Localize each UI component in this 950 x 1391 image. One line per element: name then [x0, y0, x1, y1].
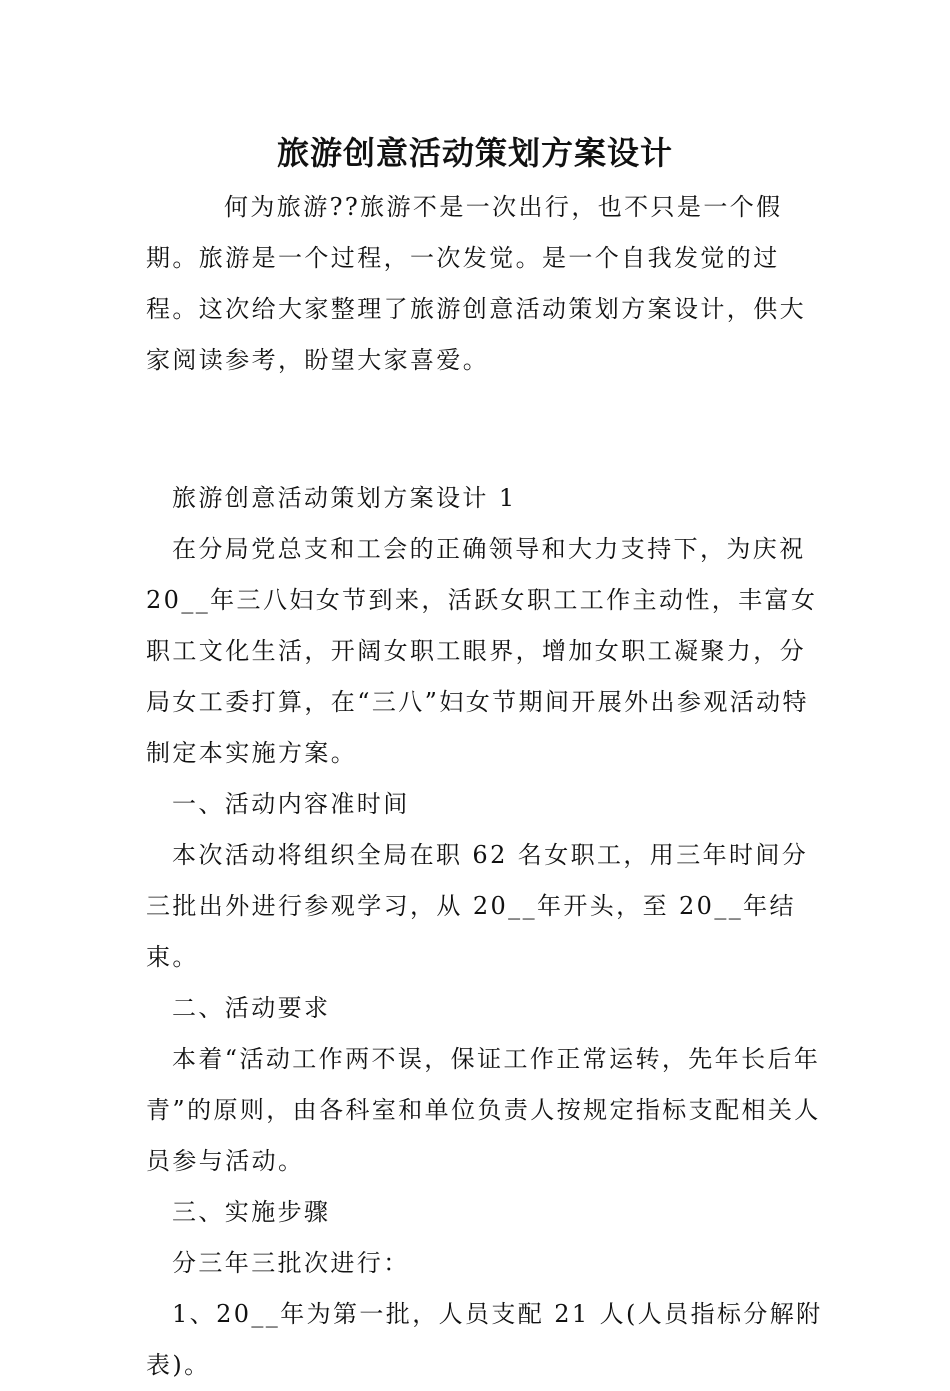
paragraph-requirements: 本着“活动工作两不误，保证工作正常运转，先年长后年青”的原则，由各科室和单位负责人按规定指标支配相关人员参与活动。	[146, 1045, 821, 1175]
heading-requirements: 二、活动要求	[172, 994, 331, 1022]
heading-steps: 三、实施步骤	[172, 1198, 331, 1226]
paragraph-step-1: 1、20__年为第一批，人员支配 21 人(人员指标分解附表)。	[146, 1300, 823, 1379]
document-title: 旅游创意活动策划方案设计	[276, 134, 673, 172]
document-body	[146, 182, 826, 1391]
heading-content-time: 一、活动内容准时间	[172, 790, 410, 818]
paragraph-content: 本次活动将组织全局在职 62 名女职工，用三年时间分三批出外进行参观学习，从 20__年开头，至 20__年结束。	[146, 841, 809, 971]
paragraph-background: 在分局党总支和工会的正确领导和大力支持下，为庆祝 20__年三八妇女节到来，活跃女职工工作主动性，丰富女职工文化生活，开阔女职工眼界，增加女职工凝聚力，分局女工委打算，在“三八”妇女节期间开展外出参观活动特制定本实施方案。	[146, 535, 818, 767]
section-heading: 旅游创意活动策划方案设计 1	[172, 484, 517, 512]
paragraph-steps-intro: 分三年三批次进行：	[172, 1249, 410, 1277]
intro-paragraph: 何为旅游??旅游不是一次出行，也不只是一个假期。旅游是一个过程，一次发觉。是一个自我发觉的过程。这次给大家整理了旅游创意活动策划方案设计，供大家阅读参考，盼望大家喜爱。	[146, 193, 806, 374]
blank-gap	[146, 386, 826, 473]
